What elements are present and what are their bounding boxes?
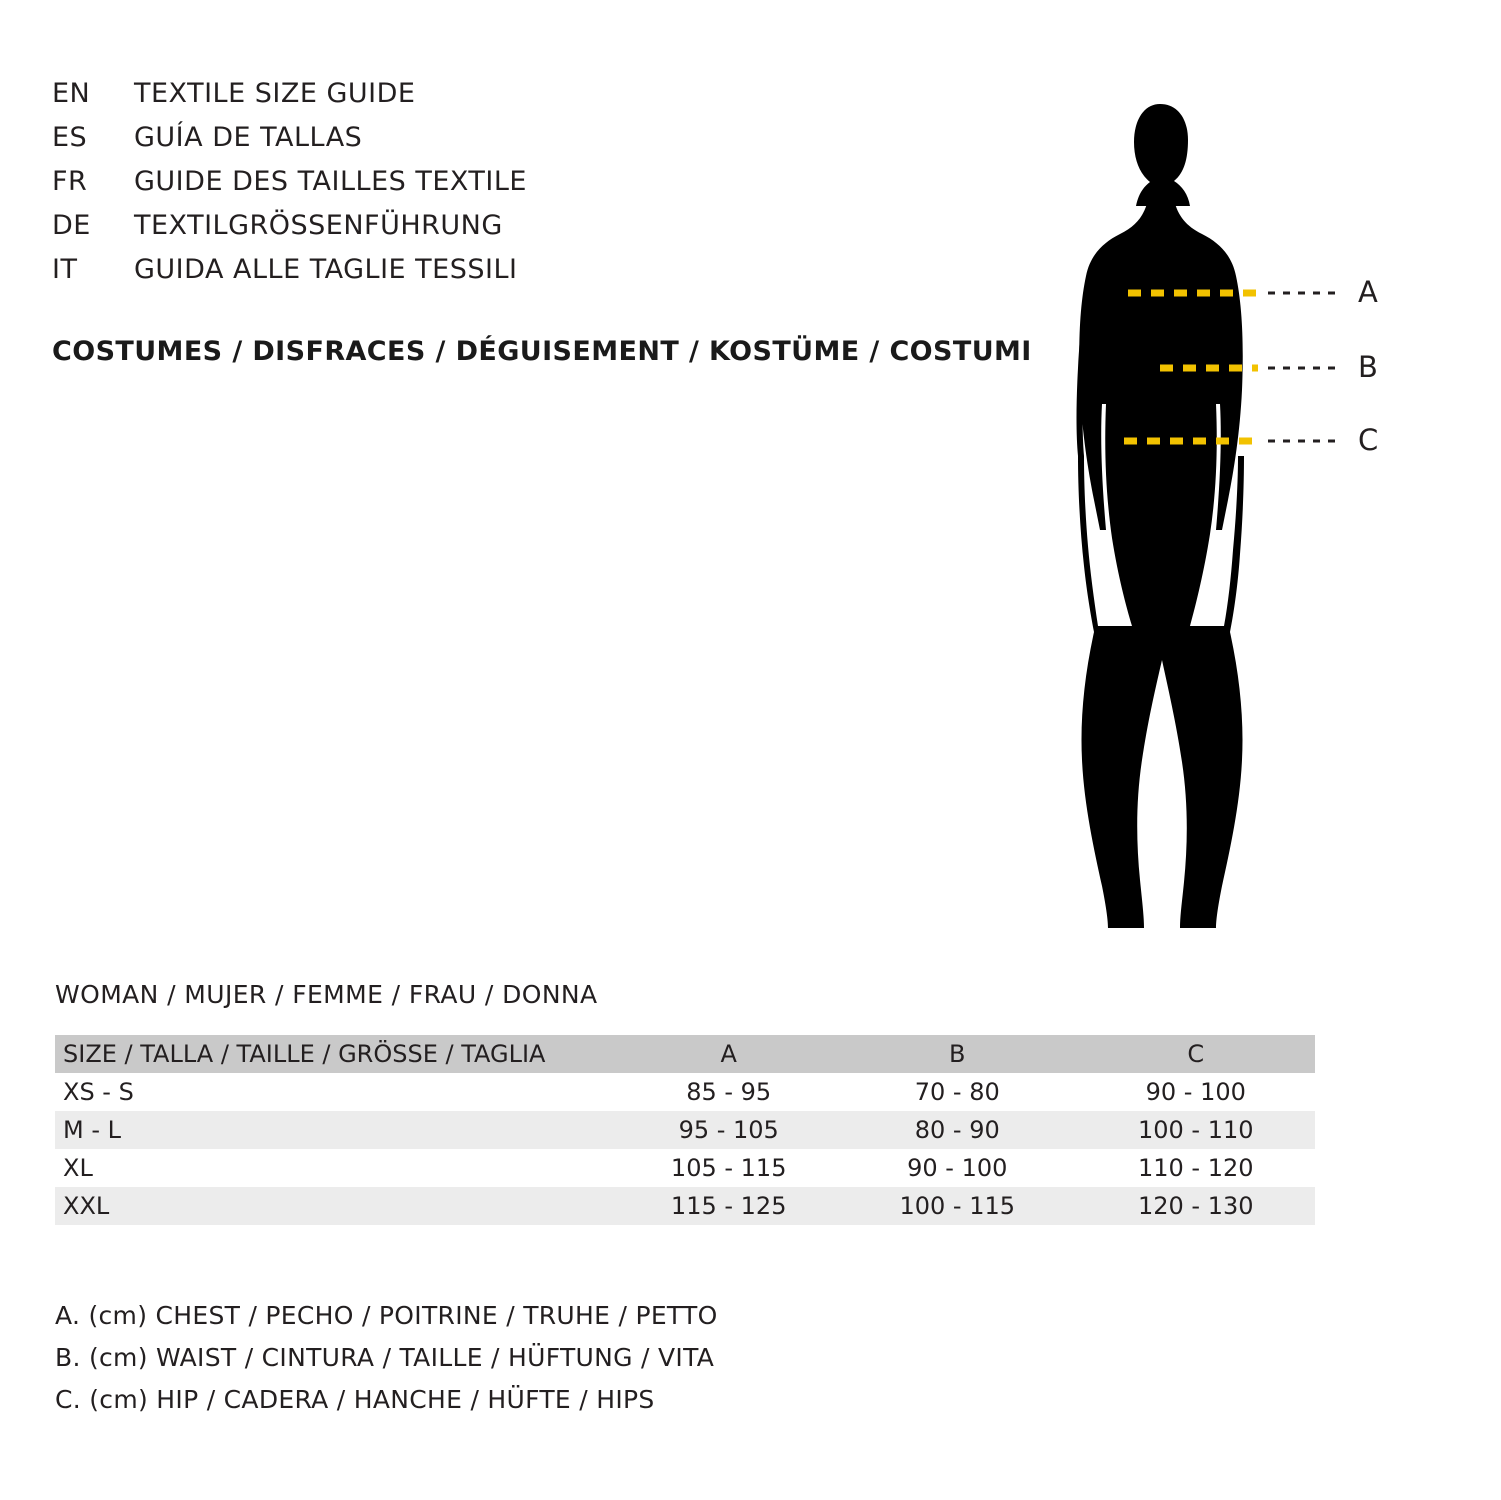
- cell-a: 85 - 95: [686, 1078, 772, 1106]
- table-header-row: [55, 1035, 1315, 1073]
- cell-a: 95 - 105: [678, 1116, 779, 1144]
- language-row: [52, 78, 692, 122]
- cell-size: XXL: [63, 1192, 110, 1220]
- table-row: [55, 1111, 1315, 1149]
- marker-label-b: B: [1358, 350, 1378, 384]
- language-code: IT: [52, 254, 78, 285]
- language-code: ES: [52, 122, 88, 153]
- column-header-c: C: [1187, 1040, 1205, 1068]
- language-row: [52, 166, 692, 210]
- cell-a: 115 - 125: [670, 1192, 787, 1220]
- figure-diagram: [1040, 60, 1460, 940]
- language-row: [52, 254, 692, 298]
- legend-item-b: B. (cm) WAIST / CINTURA / TAILLE / HÜFTUNG / VITA: [55, 1343, 715, 1372]
- cell-size: M - L: [63, 1116, 121, 1144]
- legend-item-c: C. (cm) HIP / CADERA / HANCHE / HÜFTE / HIPS: [55, 1385, 655, 1414]
- size-table: [55, 1035, 1315, 1225]
- language-code: DE: [52, 210, 91, 241]
- cell-c: 100 - 110: [1137, 1116, 1254, 1144]
- marker-label-c: C: [1358, 423, 1379, 457]
- column-header-b: B: [949, 1040, 966, 1068]
- cell-a: 105 - 115: [670, 1154, 787, 1182]
- language-code: EN: [52, 78, 91, 109]
- language-title: GUIDE DES TAILLES TEXTILE: [134, 166, 527, 197]
- language-title: TEXTILE SIZE GUIDE: [134, 78, 416, 109]
- cell-c: 120 - 130: [1137, 1192, 1254, 1220]
- column-header-a: A: [720, 1040, 737, 1068]
- language-row: [52, 122, 692, 166]
- table-heading: WOMAN / MUJER / FEMME / FRAU / DONNA: [55, 980, 598, 1009]
- cell-b: 80 - 90: [914, 1116, 1000, 1144]
- cell-c: 110 - 120: [1137, 1154, 1254, 1182]
- table-row: [55, 1187, 1315, 1225]
- costumes-subtitle: COSTUMES / DISFRACES / DÉGUISEMENT / KOSTÜME / COSTUMI: [52, 336, 1032, 367]
- language-title: GUÍA DE TALLAS: [134, 122, 363, 153]
- cell-size: XL: [63, 1154, 93, 1182]
- language-title: TEXTILGRÖSSENFÜHRUNG: [134, 210, 503, 241]
- language-code: FR: [52, 166, 88, 197]
- marker-label-a: A: [1358, 275, 1378, 309]
- language-row: [52, 210, 692, 254]
- language-list: [52, 78, 692, 298]
- cell-b: 100 - 115: [899, 1192, 1016, 1220]
- language-title: GUIDA ALLE TAGLIE TESSILI: [134, 254, 518, 285]
- female-silhouette-icon: [1040, 60, 1460, 940]
- measurement-legend: [55, 1295, 718, 1421]
- column-header-size: SIZE / TALLA / TAILLE / GRÖSSE / TAGLIA: [63, 1040, 546, 1068]
- cell-c: 90 - 100: [1145, 1078, 1246, 1106]
- legend-item-a: A. (cm) CHEST / PECHO / POITRINE / TRUHE / PETTO: [55, 1301, 718, 1330]
- cell-size: XS - S: [63, 1078, 134, 1106]
- cell-b: 90 - 100: [907, 1154, 1008, 1182]
- cell-b: 70 - 80: [914, 1078, 1000, 1106]
- table-row: [55, 1149, 1315, 1187]
- table-row: [55, 1073, 1315, 1111]
